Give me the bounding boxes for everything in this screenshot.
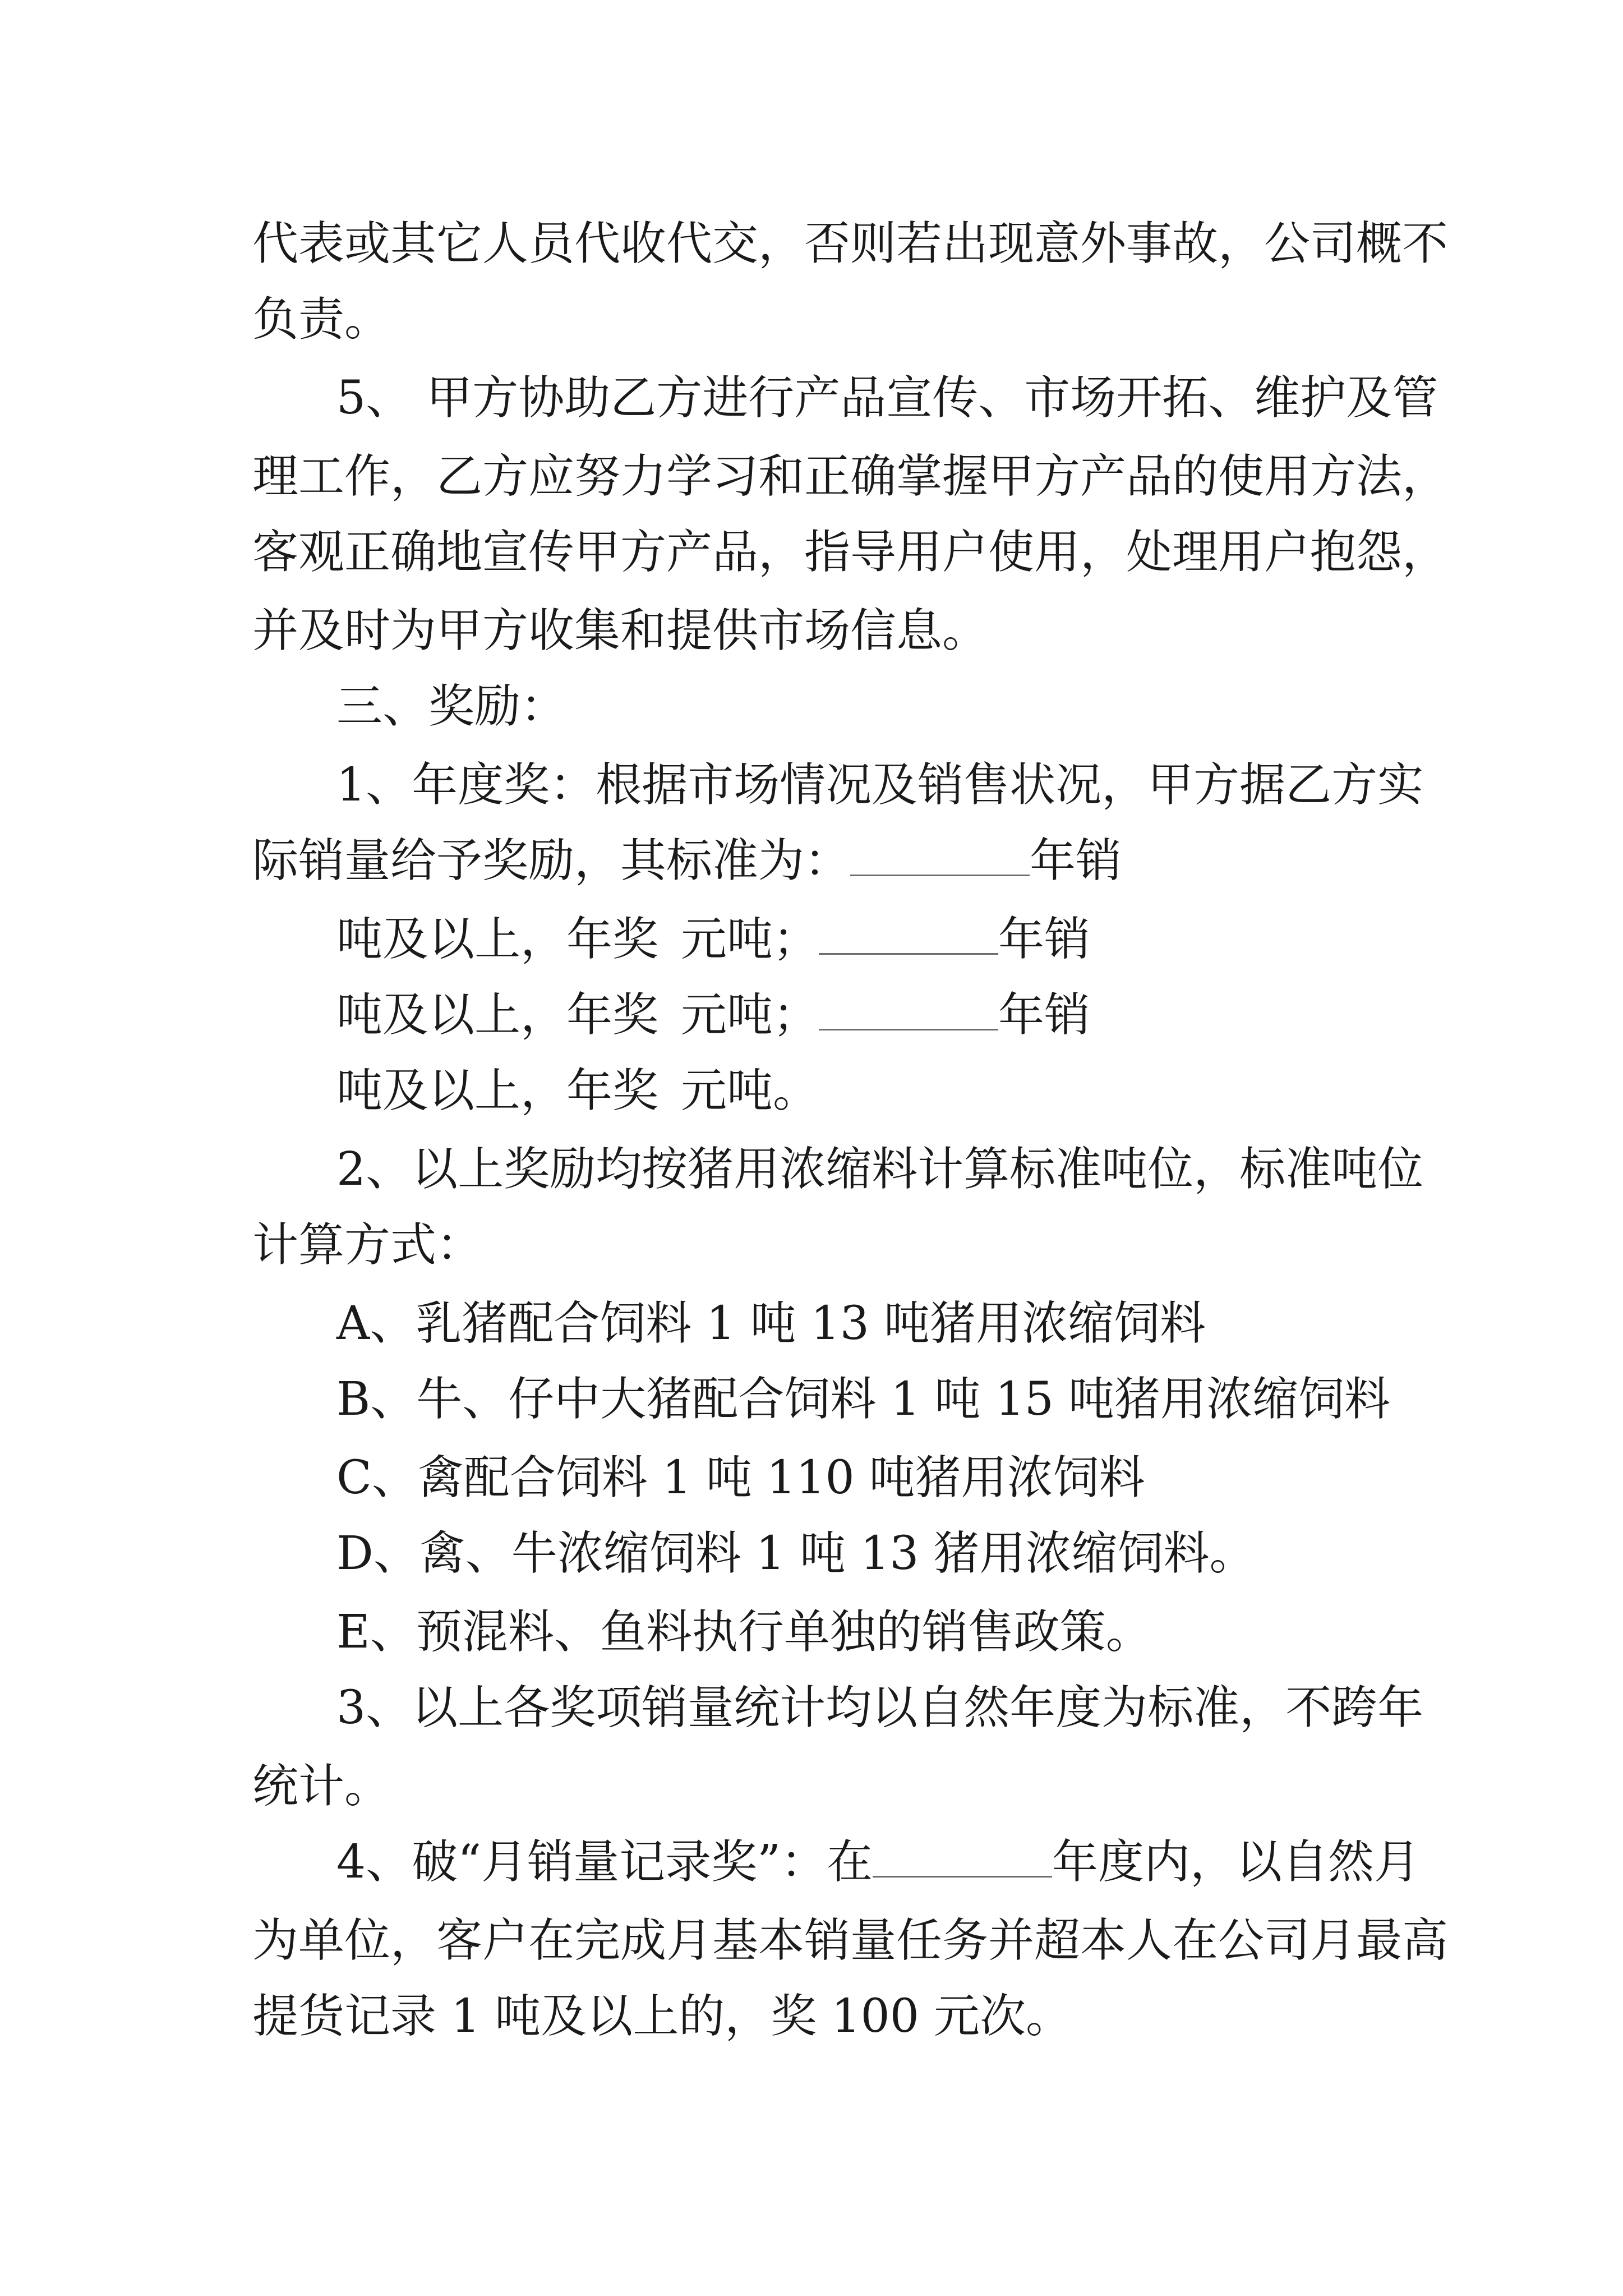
line-text: 年销: [1030, 834, 1122, 887]
line-text: 年度内，以自然月: [1052, 1835, 1421, 1889]
paragraph-line: 1、年度奖：根据市场情况及销售状况，甲方据乙方实: [336, 758, 1424, 812]
line-text: 际销量给予奖励，其标准为：: [252, 834, 851, 887]
paragraph-line: [336, 1063, 819, 1119]
list-item: A、乳猪配合饲料 1 吨 13 吨猪用浓缩饲料: [336, 1297, 1206, 1350]
fill-in-blank: [873, 1837, 1052, 1878]
list-item: B、牛、仔中大猪配合饲料 1 吨 15 吨猪用浓缩饲料: [336, 1373, 1391, 1426]
list-item: E、预混料、鱼料执行单独的销售政策。: [336, 1605, 1152, 1659]
paragraph-line: 负责。: [252, 293, 391, 346]
paragraph-line: 3、以上各奖项销量统计均以自然年度为标准，不跨年: [336, 1681, 1424, 1734]
line-text: 元吨；: [681, 988, 819, 1042]
paragraph-line: 5、 甲方协助乙方进行产品宣传、市场开拓、维护及管: [336, 371, 1438, 425]
paragraph-line: 并及时为甲方收集和提供市场信息。: [252, 604, 989, 657]
line-text: 吨及以上，年奖: [336, 1064, 659, 1117]
paragraph-line: 2、以上奖励均按猪用浓缩料计算标准吨位，标准吨位: [336, 1143, 1424, 1196]
paragraph-line: [252, 833, 1122, 889]
list-item: D、禽、牛浓缩饲料 1 吨 13 猪用浓缩饲料。: [336, 1527, 1256, 1580]
section-heading: 三、奖励：: [336, 680, 567, 733]
fill-in-blank: [819, 914, 998, 955]
paragraph-line: 计算方式：: [252, 1218, 483, 1272]
paragraph-line: 为单位，客户在完成月基本销量任务并超本人在公司月最高: [252, 1914, 1449, 1967]
fill-in-blank: [819, 990, 998, 1030]
line-text: 吨及以上，年奖: [336, 988, 659, 1042]
line-text: 吨及以上，年奖: [336, 913, 659, 966]
line-text: 元吨；: [681, 913, 819, 966]
paragraph-line: [336, 912, 1090, 968]
list-item: C、禽配合饲料 1 吨 110 吨猪用浓饲料: [336, 1451, 1145, 1504]
paragraph-line: 代表或其它人员代收代交，否则若出现意外事故，公司概不: [252, 217, 1449, 270]
paragraph-line: 理工作，乙方应努力学习和正确掌握甲方产品的使用方法，: [252, 450, 1449, 503]
paragraph-line: 提货记录 1 吨及以上的，奖 100 元次。: [252, 1990, 1072, 2043]
paragraph-line: 客观正确地宣传甲方产品，指导用户使用，处理用户抱怨，: [252, 526, 1449, 579]
line-text: 年销: [998, 988, 1091, 1042]
line-text: 年销: [998, 913, 1091, 966]
paragraph-line: [336, 1834, 1420, 1890]
line-text: 4、破“月销量记录奖”：在: [336, 1835, 873, 1889]
paragraph-line: [336, 987, 1090, 1043]
line-text: 元吨。: [681, 1064, 819, 1117]
paragraph-line: 统计。: [252, 1760, 391, 1813]
fill-in-blank: [850, 835, 1030, 876]
